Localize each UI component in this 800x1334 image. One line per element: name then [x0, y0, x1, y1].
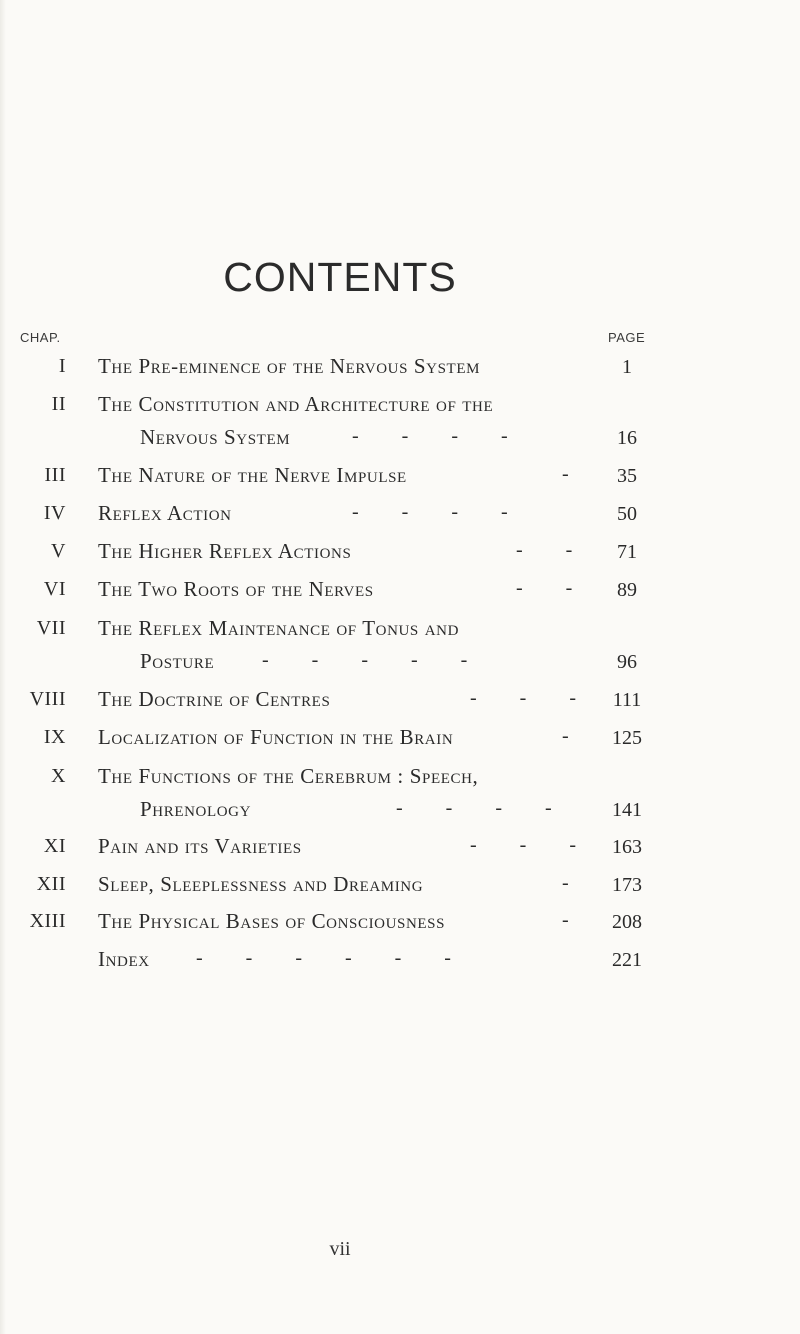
index-title: Index — [98, 947, 150, 971]
page-number: 111 — [612, 689, 642, 711]
chapter-title: Pain and its Varieties — [98, 834, 302, 858]
chapter-number: VIII — [29, 688, 66, 710]
chapter-number: VI — [43, 578, 66, 600]
page-number: 163 — [612, 836, 642, 858]
dot-leader: - — [562, 725, 569, 747]
dot-leader: - - - - — [396, 797, 552, 819]
dot-leader: - - - — [470, 687, 576, 709]
chapter-title: Sleep, Sleeplessness and Dreaming — [98, 872, 424, 896]
dot-leader: - - — [516, 577, 573, 599]
dot-leader: - - — [516, 539, 573, 561]
chapter-title: The Higher Reflex Actions — [98, 539, 352, 563]
chapter-number: XI — [43, 835, 66, 857]
chapter-number: IX — [43, 726, 66, 748]
dot-leader: - - - - — [352, 425, 508, 447]
page-number: 221 — [612, 949, 642, 971]
page-number: 35 — [617, 465, 637, 487]
chapter-column-header: CHAP. — [20, 330, 61, 345]
chapter-title-continued: Nervous System — [140, 425, 291, 449]
page-number: 125 — [612, 727, 642, 749]
chapter-title: The Two Roots of the Nerves — [98, 577, 374, 601]
page-number: 96 — [617, 651, 637, 673]
chapter-title-continued: Phrenology — [140, 797, 252, 821]
page-folio: vii — [329, 1238, 351, 1260]
dot-leader: - — [562, 463, 569, 485]
chapter-number: I — [58, 355, 66, 377]
chapter-title: The Nature of the Nerve Impulse — [98, 463, 407, 487]
page-column-header: PAGE — [608, 330, 646, 345]
chapter-number: VII — [36, 617, 66, 639]
dot-leader: - - - - - — [262, 649, 468, 671]
chapter-number: III — [44, 464, 66, 486]
page-number: 71 — [617, 541, 637, 563]
page-number: 16 — [617, 427, 637, 449]
chapter-title: The Physical Bases of Consciousness — [98, 909, 446, 933]
page-number: 173 — [612, 874, 642, 896]
chapter-number: XIII — [29, 910, 66, 932]
page-number: 50 — [617, 503, 637, 525]
chapter-title: The Doctrine of Centres — [98, 687, 331, 711]
dot-leader: - — [562, 909, 569, 931]
chapter-title: The Constitution and Architecture of the — [98, 392, 494, 416]
dot-leader: - — [562, 872, 569, 894]
page-number: 1 — [622, 356, 632, 378]
chapter-title: The Pre-eminence of the Nervous System — [98, 354, 481, 378]
page-number: 208 — [612, 911, 642, 933]
page-edge-shadow — [0, 0, 6, 1334]
page-number: 141 — [612, 799, 642, 821]
dot-leader: - - - - - - — [196, 947, 451, 969]
chapter-title: Reflex Action — [98, 501, 232, 525]
page-title: CONTENTS — [223, 254, 457, 300]
chapter-title: The Reflex Maintenance of Tonus and — [98, 616, 460, 640]
chapter-title-continued: Posture — [140, 649, 215, 673]
dot-leader: - - - - — [352, 501, 508, 523]
chapter-title: The Functions of the Cerebrum : Speech, — [98, 764, 479, 788]
chapter-number: II — [51, 393, 66, 415]
chapter-number: V — [51, 540, 66, 562]
dot-leader: - - - — [470, 834, 576, 856]
chapter-number: IV — [43, 502, 66, 524]
chapter-title: Localization of Function in the Brain — [98, 725, 454, 749]
page-number: 89 — [617, 579, 637, 601]
chapter-number: XII — [36, 873, 66, 895]
chapter-number: X — [51, 765, 66, 787]
